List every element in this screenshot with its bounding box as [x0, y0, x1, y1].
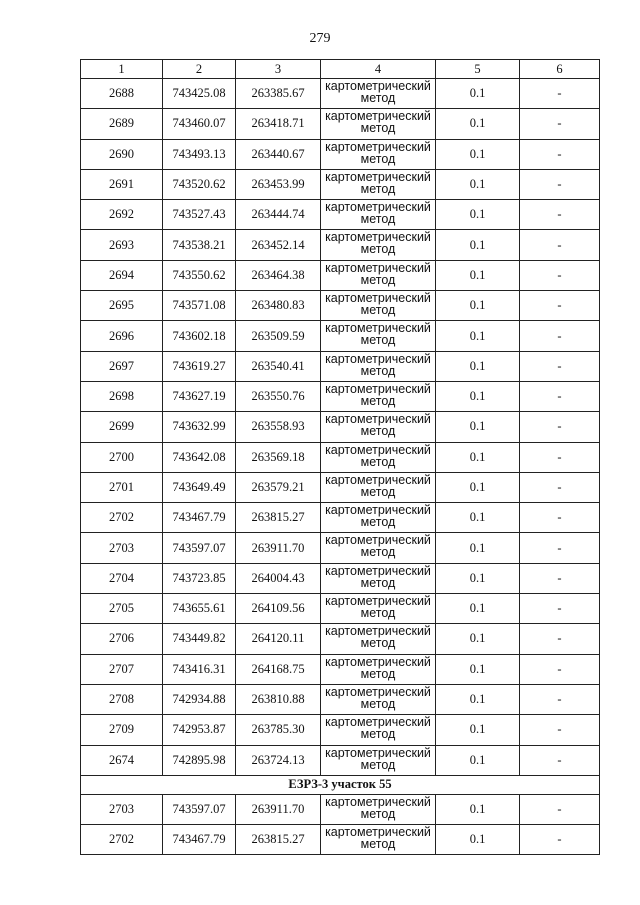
method-cell: картометрический метод — [321, 139, 436, 169]
table-row — [81, 200, 600, 230]
table-row — [81, 260, 600, 290]
coordinates-table — [80, 59, 600, 855]
x-coordinate-cell: 743597.07 — [163, 794, 236, 824]
point-number-cell: 2690 — [81, 139, 163, 169]
header-cell-2: 2 — [163, 60, 236, 79]
table-row — [81, 381, 600, 411]
accuracy-cell: 0.1 — [436, 825, 520, 855]
table-row — [81, 745, 600, 775]
y-coordinate-cell: 264004.43 — [236, 563, 321, 593]
point-number-cell: 2674 — [81, 745, 163, 775]
method-cell: картометрический метод — [321, 79, 436, 109]
point-number-cell: 2708 — [81, 684, 163, 714]
y-coordinate-cell: 264120.11 — [236, 624, 321, 654]
y-coordinate-cell: 263815.27 — [236, 503, 321, 533]
table-body-main — [81, 79, 600, 776]
note-cell: - — [520, 654, 600, 684]
table-row — [81, 109, 600, 139]
accuracy-cell: 0.1 — [436, 412, 520, 442]
x-coordinate-cell: 743449.82 — [163, 624, 236, 654]
x-coordinate-cell: 743425.08 — [163, 79, 236, 109]
y-coordinate-cell: 263480.83 — [236, 291, 321, 321]
accuracy-cell: 0.1 — [436, 624, 520, 654]
note-cell: - — [520, 442, 600, 472]
note-cell: - — [520, 321, 600, 351]
accuracy-cell: 0.1 — [436, 381, 520, 411]
method-cell: картометрический метод — [321, 715, 436, 745]
y-coordinate-cell: 263911.70 — [236, 794, 321, 824]
y-coordinate-cell: 263540.41 — [236, 351, 321, 381]
method-cell: картометрический метод — [321, 442, 436, 472]
y-coordinate-cell: 263558.93 — [236, 412, 321, 442]
note-cell: - — [520, 472, 600, 502]
header-cell-5: 5 — [436, 60, 520, 79]
y-coordinate-cell: 263418.71 — [236, 109, 321, 139]
note-cell: - — [520, 624, 600, 654]
x-coordinate-cell: 743627.19 — [163, 381, 236, 411]
note-cell: - — [520, 79, 600, 109]
x-coordinate-cell: 743527.43 — [163, 200, 236, 230]
point-number-cell: 2709 — [81, 715, 163, 745]
x-coordinate-cell: 743723.85 — [163, 563, 236, 593]
table-row — [81, 624, 600, 654]
y-coordinate-cell: 263810.88 — [236, 684, 321, 714]
note-cell: - — [520, 794, 600, 824]
x-coordinate-cell: 743416.31 — [163, 654, 236, 684]
table-row — [81, 351, 600, 381]
y-coordinate-cell: 263444.74 — [236, 200, 321, 230]
method-cell: картометрический метод — [321, 684, 436, 714]
point-number-cell: 2697 — [81, 351, 163, 381]
point-number-cell: 2707 — [81, 654, 163, 684]
method-cell: картометрический метод — [321, 200, 436, 230]
note-cell: - — [520, 412, 600, 442]
table-row — [81, 715, 600, 745]
y-coordinate-cell: 263579.21 — [236, 472, 321, 502]
table-row — [81, 472, 600, 502]
section-body — [81, 775, 600, 794]
table-row — [81, 139, 600, 169]
note-cell: - — [520, 381, 600, 411]
method-cell: картометрический метод — [321, 321, 436, 351]
x-coordinate-cell: 743467.79 — [163, 503, 236, 533]
method-cell: картометрический метод — [321, 260, 436, 290]
table-row — [81, 412, 600, 442]
x-coordinate-cell: 742895.98 — [163, 745, 236, 775]
table-row — [81, 321, 600, 351]
method-cell: картометрический метод — [321, 654, 436, 684]
accuracy-cell: 0.1 — [436, 291, 520, 321]
method-cell: картометрический метод — [321, 563, 436, 593]
note-cell: - — [520, 260, 600, 290]
accuracy-cell: 0.1 — [436, 260, 520, 290]
note-cell: - — [520, 169, 600, 199]
accuracy-cell: 0.1 — [436, 745, 520, 775]
page-number: 279 — [309, 31, 331, 46]
point-number-cell: 2704 — [81, 563, 163, 593]
note-cell: - — [520, 684, 600, 714]
table-row — [81, 230, 600, 260]
point-number-cell: 2703 — [81, 533, 163, 563]
point-number-cell: 2692 — [81, 200, 163, 230]
accuracy-cell: 0.1 — [436, 79, 520, 109]
y-coordinate-cell: 263440.67 — [236, 139, 321, 169]
point-number-cell: 2689 — [81, 109, 163, 139]
accuracy-cell: 0.1 — [436, 109, 520, 139]
accuracy-cell: 0.1 — [436, 594, 520, 624]
header-cell-3: 3 — [236, 60, 321, 79]
point-number-cell: 2688 — [81, 79, 163, 109]
x-coordinate-cell: 742953.87 — [163, 715, 236, 745]
method-cell: картометрический метод — [321, 109, 436, 139]
table-row — [81, 594, 600, 624]
x-coordinate-cell: 743467.79 — [163, 825, 236, 855]
note-cell: - — [520, 745, 600, 775]
accuracy-cell: 0.1 — [436, 169, 520, 199]
accuracy-cell: 0.1 — [436, 684, 520, 714]
header-row — [81, 60, 600, 79]
point-number-cell: 2706 — [81, 624, 163, 654]
header-cell-1: 1 — [81, 60, 163, 79]
note-cell: - — [520, 825, 600, 855]
accuracy-cell: 0.1 — [436, 472, 520, 502]
method-cell: картометрический метод — [321, 533, 436, 563]
y-coordinate-cell: 263385.67 — [236, 79, 321, 109]
note-cell: - — [520, 351, 600, 381]
y-coordinate-cell: 263452.14 — [236, 230, 321, 260]
y-coordinate-cell: 263569.18 — [236, 442, 321, 472]
method-cell: картометрический метод — [321, 825, 436, 855]
section-title: ЕЗРЗ-3 участок 55 — [81, 775, 600, 794]
method-cell: картометрический метод — [321, 594, 436, 624]
accuracy-cell: 0.1 — [436, 442, 520, 472]
point-number-cell: 2695 — [81, 291, 163, 321]
accuracy-cell: 0.1 — [436, 230, 520, 260]
point-number-cell: 2699 — [81, 412, 163, 442]
note-cell: - — [520, 533, 600, 563]
method-cell: картометрический метод — [321, 503, 436, 533]
point-number-cell: 2691 — [81, 169, 163, 199]
accuracy-cell: 0.1 — [436, 351, 520, 381]
x-coordinate-cell: 743550.62 — [163, 260, 236, 290]
table-row — [81, 825, 600, 855]
x-coordinate-cell: 743602.18 — [163, 321, 236, 351]
method-cell: картометрический метод — [321, 794, 436, 824]
y-coordinate-cell: 264109.56 — [236, 594, 321, 624]
x-coordinate-cell: 742934.88 — [163, 684, 236, 714]
x-coordinate-cell: 743460.07 — [163, 109, 236, 139]
point-number-cell: 2700 — [81, 442, 163, 472]
x-coordinate-cell: 743493.13 — [163, 139, 236, 169]
y-coordinate-cell: 263550.76 — [236, 381, 321, 411]
header-cell-6: 6 — [520, 60, 600, 79]
y-coordinate-cell: 263785.30 — [236, 715, 321, 745]
point-number-cell: 2702 — [81, 825, 163, 855]
x-coordinate-cell: 743655.61 — [163, 594, 236, 624]
x-coordinate-cell: 743571.08 — [163, 291, 236, 321]
method-cell: картометрический метод — [321, 412, 436, 442]
point-number-cell: 2694 — [81, 260, 163, 290]
table-row — [81, 684, 600, 714]
accuracy-cell: 0.1 — [436, 794, 520, 824]
y-coordinate-cell: 263911.70 — [236, 533, 321, 563]
point-number-cell: 2703 — [81, 794, 163, 824]
accuracy-cell: 0.1 — [436, 200, 520, 230]
accuracy-cell: 0.1 — [436, 563, 520, 593]
x-coordinate-cell: 743538.21 — [163, 230, 236, 260]
table-row — [81, 442, 600, 472]
y-coordinate-cell: 263453.99 — [236, 169, 321, 199]
method-cell: картометрический метод — [321, 351, 436, 381]
y-coordinate-cell: 264168.75 — [236, 654, 321, 684]
x-coordinate-cell: 743619.27 — [163, 351, 236, 381]
note-cell: - — [520, 503, 600, 533]
note-cell: - — [520, 139, 600, 169]
note-cell: - — [520, 594, 600, 624]
accuracy-cell: 0.1 — [436, 503, 520, 533]
y-coordinate-cell: 263509.59 — [236, 321, 321, 351]
table-row — [81, 169, 600, 199]
note-cell: - — [520, 230, 600, 260]
note-cell: - — [520, 715, 600, 745]
x-coordinate-cell: 743642.08 — [163, 442, 236, 472]
accuracy-cell: 0.1 — [436, 715, 520, 745]
accuracy-cell: 0.1 — [436, 533, 520, 563]
accuracy-cell: 0.1 — [436, 321, 520, 351]
method-cell: картометрический метод — [321, 381, 436, 411]
y-coordinate-cell: 263724.13 — [236, 745, 321, 775]
table-header — [81, 60, 600, 79]
x-coordinate-cell: 743520.62 — [163, 169, 236, 199]
header-cell-4: 4 — [321, 60, 436, 79]
x-coordinate-cell: 743649.49 — [163, 472, 236, 502]
method-cell: картометрический метод — [321, 624, 436, 654]
table-body-section — [81, 794, 600, 855]
y-coordinate-cell: 263815.27 — [236, 825, 321, 855]
table-row — [81, 79, 600, 109]
table-row — [81, 533, 600, 563]
method-cell: картометрический метод — [321, 472, 436, 502]
method-cell: картометрический метод — [321, 745, 436, 775]
x-coordinate-cell: 743597.07 — [163, 533, 236, 563]
note-cell: - — [520, 109, 600, 139]
accuracy-cell: 0.1 — [436, 139, 520, 169]
note-cell: - — [520, 291, 600, 321]
point-number-cell: 2698 — [81, 381, 163, 411]
section-row — [81, 775, 600, 794]
point-number-cell: 2705 — [81, 594, 163, 624]
note-cell: - — [520, 563, 600, 593]
point-number-cell: 2701 — [81, 472, 163, 502]
point-number-cell: 2702 — [81, 503, 163, 533]
x-coordinate-cell: 743632.99 — [163, 412, 236, 442]
method-cell: картометрический метод — [321, 169, 436, 199]
note-cell: - — [520, 200, 600, 230]
point-number-cell: 2693 — [81, 230, 163, 260]
method-cell: картометрический метод — [321, 291, 436, 321]
point-number-cell: 2696 — [81, 321, 163, 351]
table-row — [81, 291, 600, 321]
accuracy-cell: 0.1 — [436, 654, 520, 684]
table-row — [81, 794, 600, 824]
table-row — [81, 563, 600, 593]
table-row — [81, 503, 600, 533]
table-row — [81, 654, 600, 684]
method-cell: картометрический метод — [321, 230, 436, 260]
y-coordinate-cell: 263464.38 — [236, 260, 321, 290]
